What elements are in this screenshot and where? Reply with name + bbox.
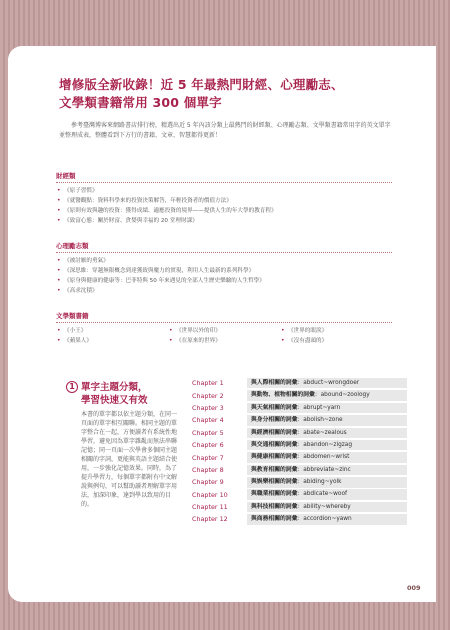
chapter-label: Chapter 5 bbox=[192, 428, 224, 437]
chapter-range: abiding~yolk bbox=[303, 479, 342, 486]
chapter-range: abbreviate~zinc bbox=[303, 466, 351, 473]
chapter-bar: 與科技相關的詞彙：ability~whereby bbox=[247, 502, 407, 513]
chapter-label: Chapter 4 bbox=[192, 416, 224, 425]
chapter-row bbox=[192, 501, 407, 513]
category-title: 文學類書籍 bbox=[56, 311, 392, 323]
list-item: • 《就醫觀點：資料科學來的投資決策解答，年輕投資者的價值方法》 bbox=[56, 196, 392, 206]
chapter-label: Chapter 8 bbox=[192, 465, 224, 474]
chapter-range: abound~zoology bbox=[320, 392, 370, 399]
chapter-bar: 與交通相關的詞彙：abandon~zigzag bbox=[247, 440, 407, 451]
list-item: • 《致富心態：關於財富、貪婪與幸福的 20 堂理財課》 bbox=[56, 216, 392, 226]
section-heading-line-1 bbox=[66, 381, 176, 394]
chapter-range: ability~whereby bbox=[303, 503, 351, 510]
chapter-row bbox=[192, 451, 407, 463]
chapter-range: abdomen~wrist bbox=[303, 454, 350, 461]
chapter-name: 與商務相關的詞彙 bbox=[251, 516, 298, 523]
chapter-bar: 與教育相關的詞彙：abbreviate~zinc bbox=[247, 465, 407, 476]
chapter-bar: 與人際相關的詞彙：abduct~wrongdoer bbox=[247, 378, 407, 389]
chapter-range: abandon~zigzag bbox=[303, 441, 353, 448]
chapter-bar: 與娛樂相關的詞彙：abiding~yolk bbox=[247, 477, 407, 488]
chapter-row bbox=[192, 427, 407, 439]
chapter-row bbox=[192, 414, 407, 426]
chapter-bar: 與天氣相關的詞彙：abrupt~yarn bbox=[247, 403, 407, 414]
chapter-label: Chapter 1 bbox=[192, 379, 224, 388]
title-line-1: 增修版全新收錄！近 5 年最熱門財經、心理勵志、 bbox=[59, 77, 344, 92]
chapter-range: abduct~wrongdoer bbox=[303, 379, 360, 386]
section-number-badge: 1 bbox=[66, 381, 78, 393]
list-item: • 《蘋果人》 bbox=[56, 336, 168, 346]
list-item: • 《世界以外的印》 bbox=[168, 326, 280, 336]
list-item: • 《世界的眼淚》 bbox=[280, 326, 392, 336]
page-number: 009 bbox=[407, 584, 421, 592]
chapter-row bbox=[192, 513, 407, 525]
chapter-row bbox=[192, 464, 407, 476]
category-title: 財經類 bbox=[56, 171, 392, 183]
chapter-name: 與健康相關的詞彙 bbox=[251, 454, 298, 461]
chapter-row bbox=[192, 489, 407, 501]
list-item: • 《深思維：穿越無限概念到達獲致與魔力的實現，利用人生最新的系列科學》 bbox=[56, 266, 392, 276]
chapter-list bbox=[192, 377, 407, 526]
chapter-label: Chapter 11 bbox=[192, 503, 228, 512]
chapter-row bbox=[192, 389, 407, 401]
chapter-bar: 與健康相關的詞彙：abdomen~wrist bbox=[247, 452, 407, 463]
literature-grid bbox=[56, 326, 392, 346]
page-title bbox=[59, 76, 399, 112]
chapter-bar: 與身分相關的詞彙：abolish~zone bbox=[247, 415, 407, 426]
chapter-label: Chapter 10 bbox=[192, 490, 228, 499]
chapter-label: Chapter 12 bbox=[192, 515, 228, 524]
title-line-2: 文學類書籍常用 300 個單字 bbox=[59, 95, 222, 110]
chapter-bar: 與職業相關的詞彙：abdicate~woof bbox=[247, 489, 407, 500]
chapter-range: abate~zealous bbox=[303, 429, 347, 436]
category-finance bbox=[56, 171, 392, 226]
chapter-name: 與職業相關的詞彙 bbox=[251, 491, 298, 498]
list-item: • 《小王》 bbox=[56, 326, 168, 336]
section-body: 本書的單字都以依主題分類，在同一頁面的單字相互關聯。相同主題的單字整合在一起，方便讀者有系統性地學習，避免因為單字雜亂而無法串聯記憶；同一頁面一次學會多個同主題相關的字詞，更能與英語主題結合使用，一步強化記憶效果。同時，為了提升學習力，每個單字都附有中文解說與例句，可以幫助讀者理解單字用法，加深印象，達到學以致用的目的。 bbox=[81, 411, 178, 508]
chapter-name: 與交通相關的詞彙 bbox=[251, 441, 298, 448]
chapter-label: Chapter 2 bbox=[192, 391, 224, 400]
chapter-name: 與教育相關的詞彙 bbox=[251, 466, 298, 473]
chapter-range: abdicate~woof bbox=[303, 491, 348, 498]
list-item: • 《高求沈積》 bbox=[56, 286, 392, 296]
chapter-label: Chapter 6 bbox=[192, 441, 224, 450]
chapter-name: 與娛樂相關的詞彙 bbox=[251, 479, 298, 486]
chapter-row bbox=[192, 439, 407, 451]
chapter-name: 與科技相關的詞彙 bbox=[251, 503, 298, 510]
chapter-name: 與人際相關的詞彙 bbox=[251, 379, 298, 386]
category-title: 心理勵志類 bbox=[56, 241, 392, 253]
chapter-row bbox=[192, 377, 407, 389]
intro-paragraph: 參考臺灣博客來網路書店排行榜，精選出近 5 年內該分類上最熱門的財經類、心理勵志類、文學類書籍常用字的英文單字並整理成表，整體看到下方行的書籍、文章、智慧都得更新！ bbox=[59, 122, 391, 139]
chapter-bar: 與經濟相關的詞彙：abate~zealous bbox=[247, 428, 407, 439]
chapter-row bbox=[192, 402, 407, 414]
section-heading bbox=[66, 381, 176, 407]
chapter-name: 與動物、植物相關的詞彙 bbox=[251, 392, 315, 399]
list-item: • 《沒有盡頭的》 bbox=[280, 336, 392, 346]
list-item: • 《原則有效與趣的投資：獲得成績、適應投資的境界——提供人生的年大學的教育程》 bbox=[56, 206, 392, 216]
category-literature bbox=[56, 311, 392, 346]
chapter-range: abolish~zone bbox=[303, 417, 343, 424]
chapter-label: Chapter 9 bbox=[192, 478, 224, 487]
section-title-2: 學習快速又有效 bbox=[81, 395, 148, 406]
list-item: • 《原身與健康的健康等：巴菲特與 50 年來遇見的全部人生歷史樂驗的人生哲學》 bbox=[56, 276, 392, 286]
list-item: • 《在原來的世界》 bbox=[168, 336, 280, 346]
category-self-help bbox=[56, 241, 392, 296]
chapter-name: 與經濟相關的詞彙 bbox=[251, 429, 298, 436]
chapter-label: Chapter 3 bbox=[192, 403, 224, 412]
chapter-name: 與身分相關的詞彙 bbox=[251, 417, 298, 424]
chapter-range: accordion~yawn bbox=[303, 516, 352, 523]
section-title-1: 單字主題分類， bbox=[81, 382, 148, 393]
list-item: • 《被討厭的勇氣》 bbox=[56, 256, 392, 266]
chapter-bar: 與動物、植物相關的詞彙：abound~zoology bbox=[247, 390, 407, 401]
chapter-range: abrupt~yarn bbox=[303, 404, 341, 411]
chapter-label: Chapter 7 bbox=[192, 453, 224, 462]
list-item: • 《原子習慣》 bbox=[56, 186, 392, 196]
chapter-bar: 與商務相關的詞彙：accordion~yawn bbox=[247, 514, 407, 525]
chapter-row bbox=[192, 476, 407, 488]
chapter-name: 與天氣相關的詞彙 bbox=[251, 404, 298, 411]
